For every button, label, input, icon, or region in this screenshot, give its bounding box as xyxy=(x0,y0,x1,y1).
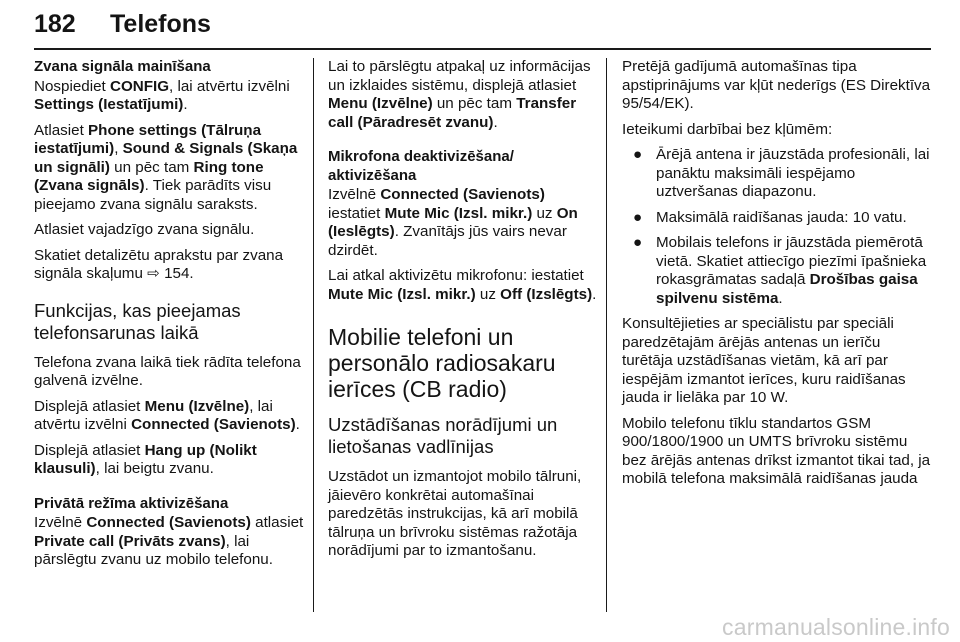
ringtone-paragraph-2 xyxy=(34,122,304,215)
text: uz xyxy=(475,285,501,303)
hang-up-term: Hang up (Nolikt klausuli) xyxy=(34,441,257,477)
page-title: Telefons xyxy=(110,10,211,38)
connected-term: Connected (Savienots) xyxy=(86,514,251,531)
gsm-paragraph: Mobilo telefonu tīklu standartos GSM 900/1800/1900 un UMTS brīvroku sistēmu bez ārējās antenas drīkst izmantot tikai tad, ja mobilā telefona maksimālā raidīšanas jauda xyxy=(622,414,931,487)
text: . xyxy=(295,416,300,433)
text: , lai pārslēgtu zvanu uz mobilo telefonu. xyxy=(34,532,273,568)
settings-term: Settings (Iestatījumi) xyxy=(34,96,184,113)
text: atlasiet xyxy=(250,514,304,531)
page-header xyxy=(34,4,930,46)
functions-paragraph-3 xyxy=(34,442,304,479)
text: Atlasiet xyxy=(34,121,89,139)
text: . xyxy=(183,96,188,113)
text: Nospiediet xyxy=(34,77,110,95)
page-reference-arrow-icon: ⇨ xyxy=(147,265,160,282)
column-1 xyxy=(34,58,304,577)
text: Skatiet detalizētu aprakstu par zvana signāla skaļumu xyxy=(34,246,284,282)
functions-heading: Funkcijas, kas pieejamas telefonsarunas laikā xyxy=(34,299,241,343)
text: Izvēlnē xyxy=(34,514,87,531)
functions-paragraph-1: Telefona zvana laikā tiek rādīta telefona galvenā izvēlne. xyxy=(34,353,301,389)
list-item xyxy=(622,209,932,228)
recommendations-list xyxy=(622,146,932,308)
installation-heading: Uzstādīšanas norādījumi un lietošanas vadlīnijas xyxy=(328,414,558,457)
text: Displejā atlasiet xyxy=(34,441,145,459)
phone-settings-term: Phone settings (Tālruņa iestatījumi) xyxy=(34,121,262,157)
text: iestatiet xyxy=(328,204,385,222)
watermark: carmanualsonline.info xyxy=(722,614,950,640)
airbag-term: Drošības gaisa spilvenu sistēma xyxy=(656,271,918,307)
header-divider xyxy=(34,48,931,50)
text: . xyxy=(493,113,498,131)
text: Displejā atlasiet xyxy=(34,397,145,415)
bullet-icon: ● xyxy=(633,234,643,251)
connected-term: Connected (Savienots) xyxy=(131,416,296,433)
mute-mic-term: Mute Mic (Izsl. mikr.) xyxy=(384,204,533,222)
menu-term: Menu (Izvēlne) xyxy=(144,397,250,415)
menu-term: Menu (Izvēlne) xyxy=(328,95,433,112)
off-term: Off (Izslēgts) xyxy=(500,285,593,303)
config-term: CONFIG xyxy=(109,77,170,95)
text: , lai beigtu zvanu. xyxy=(95,460,214,477)
column-divider xyxy=(606,58,607,612)
approval-paragraph: Pretējā gadījumā automašīnas tipa apstiprinājums var kļūt nederīgs (ES Direktīva 95/54/EK). xyxy=(622,58,931,112)
list-item-text: Mobilais telefons ir jāuzstāda piemērotā vietā. Skatiet attiecīgo piezīmi īpašnieka rokasgrāmatas sadaļā xyxy=(656,234,927,288)
bullet-icon: ● xyxy=(633,208,643,226)
section-heading: Mobilie telefoni un personālo radiosakaru ierīces (CB radio) xyxy=(328,324,556,402)
text: , lai atvērtu izvēlni xyxy=(169,77,290,95)
list-item-text: Ārējā antena ir jāuzstāda profesionāli, lai panāktu maksimāli iespējamo uztveršanas diapazonu. xyxy=(656,146,930,200)
text: Lai atkal aktivizētu mikrofonu: iestatiet xyxy=(328,267,584,284)
list-item xyxy=(622,146,932,202)
list-item xyxy=(622,234,932,308)
recommendations-intro: Ieteikumi darbībai bez kļūmēm: xyxy=(622,120,833,138)
text: , xyxy=(114,140,123,157)
page-reference-number: 154. xyxy=(159,265,194,282)
text: . Tiek parādīts visu pieejamo zvana signālu saraksts. xyxy=(34,177,272,213)
text: un pēc tam xyxy=(432,95,517,112)
ringtone-paragraph-4 xyxy=(34,247,304,284)
column-2 xyxy=(328,58,598,568)
text: un pēc tam xyxy=(109,158,194,176)
text: uz xyxy=(532,204,557,222)
ringtone-paragraph-1 xyxy=(34,78,304,115)
mic-paragraph-2 xyxy=(328,267,598,304)
connected-term: Connected (Savienots) xyxy=(380,186,545,203)
mute-mic-term: Mute Mic (Izsl. mikr.) xyxy=(328,285,476,303)
installation-paragraph: Uzstādot un izmantojot mobilo tālruni, jāievēro konkrētai automašīnai paredzētās instrukcijas, kā arī mobilā tālruņa un brīvroku sistēmas ražotāja norādījumi par to izmantošanu. xyxy=(328,468,582,559)
consult-paragraph: Konsultējieties ar speciālistu par speciāli paredzētajām ārējās antenas un ierīču turētāja uzstādīšanas vietām, kā arī par iespējām izmantot ierīces, kuru raidīšanas jauda ir lielāka par 10 W. xyxy=(622,315,906,406)
ringtone-paragraph-3: Atlasiet vajadzīgo zvana signālu. xyxy=(34,221,255,238)
column-divider xyxy=(313,58,314,612)
text: Lai to pārslēgtu atpakaļ uz informācijas un izklaides sistēmu, displejā atlasiet xyxy=(328,58,591,94)
ringtone-heading: Zvana signāla mainīšana xyxy=(34,58,211,75)
private-call-term: Private call (Privāts zvans) xyxy=(34,532,226,550)
functions-paragraph-2 xyxy=(34,398,304,435)
private-mode-paragraph xyxy=(34,514,304,570)
private-mode-heading: Privātā režīma aktivizēšana xyxy=(34,494,229,512)
text: , lai atvērtu izvēlni xyxy=(34,397,273,433)
column-3 xyxy=(622,58,932,496)
page-number: 182 xyxy=(34,10,76,38)
ring-tone-term: Ring tone (Zvana signāls) xyxy=(34,158,264,194)
text: . Zvanītājs jūs vairs nevar dzirdēt. xyxy=(328,223,567,259)
sound-signals-term: Sound & Signals (Skaņa un signāli) xyxy=(34,140,298,176)
mic-paragraph-1 xyxy=(328,186,598,260)
text: . xyxy=(778,289,783,307)
on-term: On (Ieslēgts) xyxy=(328,204,578,240)
mic-heading: Mikrofona deaktivizēšana/ aktivizēšana xyxy=(328,148,514,184)
text: . xyxy=(592,285,597,303)
list-item-text: Maksimālā raidīšanas jauda: 10 vatu. xyxy=(656,208,907,226)
transfer-paragraph xyxy=(328,58,598,132)
text: Izvēlnē xyxy=(328,186,381,203)
transfer-call-term: Transfer call (Pāradresēt zvanu) xyxy=(328,95,577,131)
bullet-icon: ● xyxy=(633,146,643,163)
